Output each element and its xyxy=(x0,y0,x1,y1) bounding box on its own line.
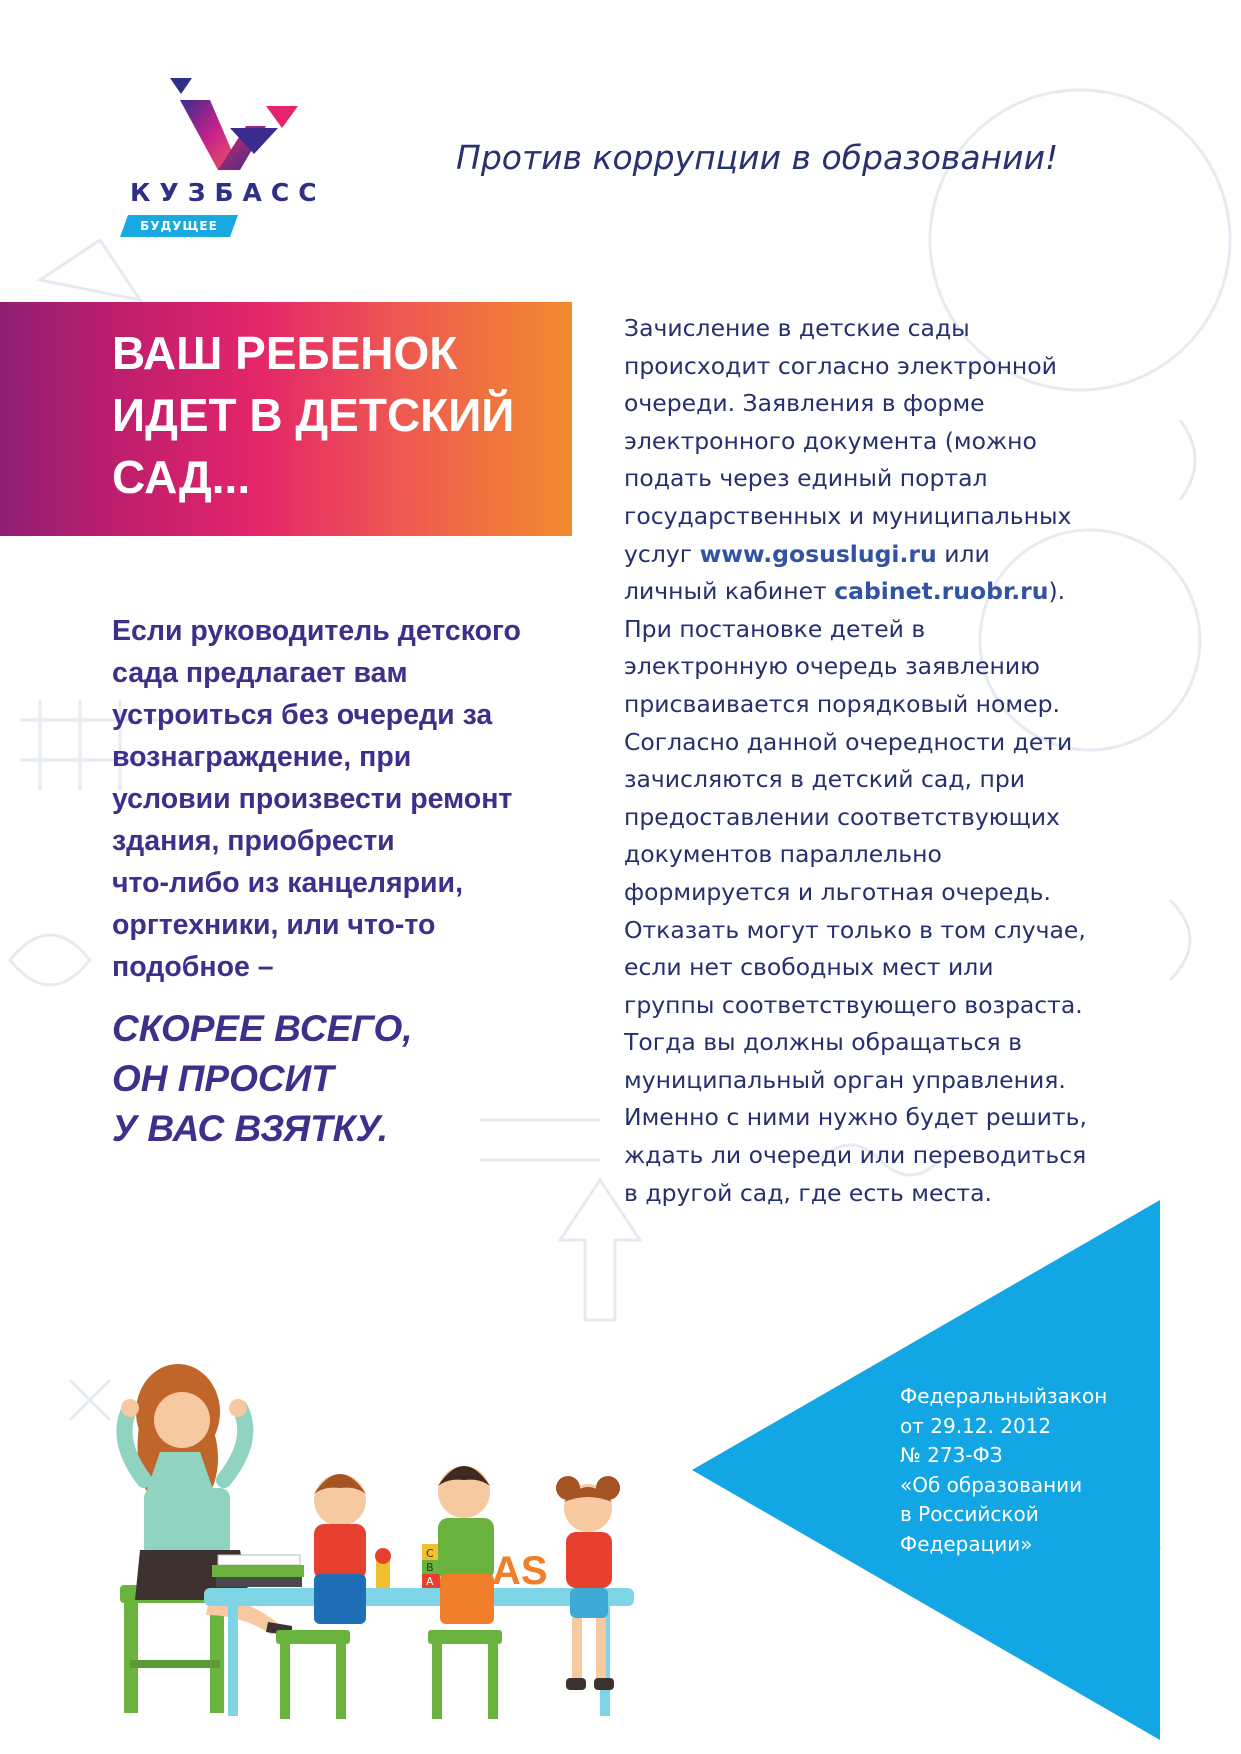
law-reference xyxy=(900,1382,1130,1559)
warning-line: что-либо из канцелярии, xyxy=(112,867,463,899)
law-line: «Об образовании xyxy=(900,1472,1083,1497)
ruobr-link[interactable]: cabinet.ruobr.ru xyxy=(834,577,1049,606)
info-line: присваивается порядковый номер. xyxy=(624,689,1061,718)
title-line: САД... xyxy=(112,451,251,503)
warning-line: условии произвести ремонт xyxy=(112,783,513,815)
child-three xyxy=(556,1476,620,1690)
info-text-fragment: личный кабинет xyxy=(624,577,835,606)
warning-text xyxy=(112,610,572,988)
toys xyxy=(375,1544,440,1588)
info-line: подать через единый портал xyxy=(624,464,988,493)
info-line: Именно с ними нужно будет решить, xyxy=(624,1103,1087,1132)
logo-badge-label: БУДУЩЕЕ xyxy=(140,219,218,233)
law-line: в Российской xyxy=(900,1502,1039,1526)
info-line: документов параллельно xyxy=(624,840,942,869)
logo-badge xyxy=(120,215,238,237)
conclusion-line: У ВАС ВЗЯТКУ. xyxy=(112,1108,389,1149)
info-line: предоставлении соответствующих xyxy=(624,802,1060,831)
info-text-fragment: услуг xyxy=(624,539,700,568)
table xyxy=(204,1588,634,1716)
info-line: очереди. Заявления в форме xyxy=(624,389,985,418)
warning-line: здания, приобрести xyxy=(112,825,395,857)
teacher-children-illustration xyxy=(100,1360,660,1730)
title-line: ИДЕТ В ДЕТСКИЙ xyxy=(112,389,515,441)
gosuslugi-link[interactable]: www.gosuslugi.ru xyxy=(699,539,937,568)
info-line: Отказать могут только в том случае, xyxy=(624,915,1086,944)
warning-conclusion xyxy=(112,1004,572,1154)
info-line: группы соответствующего возраста. xyxy=(624,990,1083,1019)
kuzbass-logo xyxy=(120,78,350,248)
warning-line: устроиться без очереди за xyxy=(112,699,493,731)
toy-letters: AS xyxy=(492,1549,548,1593)
info-line: Тогда вы должны обращаться в xyxy=(624,1028,1022,1057)
warning-line: сада предлагает вам xyxy=(112,657,408,689)
info-line xyxy=(624,573,1144,611)
toy-block-label: B xyxy=(426,1561,434,1574)
title-line: ВАШ РЕБЕНОК xyxy=(112,327,458,379)
law-line: Федерации» xyxy=(900,1531,1033,1556)
child-one xyxy=(314,1474,366,1624)
books-stack xyxy=(212,1555,304,1587)
info-line: формируется и льготная очередь. xyxy=(624,877,1051,906)
info-line: электронного документа (можно xyxy=(624,426,1037,455)
info-line: При постановке детей в xyxy=(624,614,926,643)
info-line: государственных и муниципальных xyxy=(624,501,1072,530)
law-line: от 29.12. 2012 xyxy=(900,1413,1052,1438)
slogan: Против коррупции в образовании! xyxy=(456,138,1059,177)
info-line: Согласно данной очередности дети xyxy=(624,727,1073,756)
warning-line: подобное – xyxy=(112,951,274,983)
warning-line: оргтехники, или что-то xyxy=(112,909,436,941)
child-two xyxy=(438,1466,494,1624)
info-line: муниципальный орган управления. xyxy=(624,1065,1066,1094)
info-line: происходит согласно электронной xyxy=(624,351,1057,380)
info-text-fragment: или xyxy=(936,539,990,568)
law-line: № 273-ФЗ xyxy=(900,1443,1003,1467)
page-title xyxy=(112,322,572,508)
logo-wordmark: КУЗБАСС xyxy=(130,178,326,207)
info-line: если нет свободных мест или xyxy=(624,953,994,982)
info-line: электронную очередь заявлению xyxy=(624,652,1040,681)
info-line: Зачисление в детские сады xyxy=(624,314,970,342)
toy-block-label: C xyxy=(426,1547,434,1560)
info-line: в другой сад, где есть места. xyxy=(624,1178,992,1207)
info-line: зачисляются в детский сад, при xyxy=(624,765,1026,794)
warning-line: вознаграждение, при xyxy=(112,741,412,773)
child-stools xyxy=(276,1630,502,1719)
law-line: Федеральныйзакон xyxy=(900,1384,1108,1408)
info-text xyxy=(624,310,1144,1212)
toy-block-label: A xyxy=(426,1575,434,1588)
conclusion-line: СКОРЕЕ ВСЕГО, xyxy=(112,1008,413,1049)
info-text-fragment: ). xyxy=(1048,577,1066,606)
logo-mark-icon xyxy=(170,78,300,173)
warning-line: Если руководитель детского xyxy=(112,615,521,647)
info-line xyxy=(624,536,1144,574)
conclusion-line: ОН ПРОСИТ xyxy=(112,1058,334,1099)
info-line: ждать ли очереди или переводиться xyxy=(624,1141,1087,1170)
